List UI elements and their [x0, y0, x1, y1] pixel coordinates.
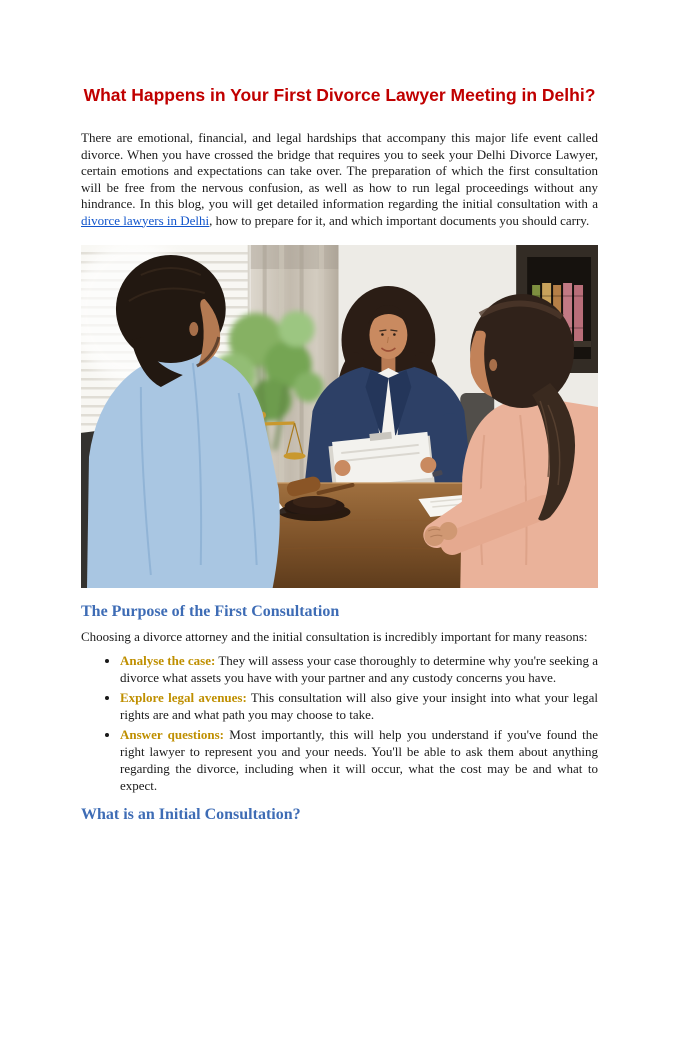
intro-paragraph: [81, 130, 598, 229]
bullet-text: This consultation will also give your insight into what your legal rights are and what path you may choose to take.: [120, 689, 599, 722]
purpose-section-heading: The Purpose of the First Consultation: [81, 603, 340, 620]
bullet-answer-questions: [120, 726, 598, 794]
intro-text-before-link: There are emotional, financial, and legal hardships that accompany this major life event called divorce. When you have crossed the bridge that requires you to seek your Delhi Divorce Lawyer, certain emotions and expectations can take over. The preparation of which the first consultation will be free from the nervous confusion, as well as how to run legal proceedings without any hindrance. In this blog, you will get detailed information regarding the initial consultation with a: [81, 130, 598, 211]
bullet-text: Most importantly, this will help you understand if you've found the right lawyer to represent you and your needs. You'll be able to ask them about anything regarding the divorce, including when it will occur, what the cost may be and what to expect.: [120, 726, 599, 793]
initial-consultation-heading: What is an Initial Consultation?: [81, 805, 301, 823]
bullet-lead: Analyse the case:: [120, 652, 216, 668]
bullet-explore-avenues: [120, 689, 598, 723]
consultation-photo-illustration: [81, 245, 598, 588]
bullet-text: They will assess your case thoroughly to determine why you're seeking a divorce what assets you have with your partner and any custody concerns you have.: [120, 652, 599, 685]
bullet-lead: Explore legal avenues:: [120, 689, 247, 705]
consultation-photo: [81, 245, 598, 588]
divorce-lawyers-link[interactable]: divorce lawyers in Delhi: [81, 212, 210, 228]
intro-text-after-link: , how to prepare for it, and which important documents you should carry.: [209, 212, 590, 228]
purpose-bullet-list: [81, 652, 598, 794]
bullet-lead: Answer questions:: [120, 726, 224, 742]
bullet-analyse-case: [120, 652, 598, 686]
document-page: [0, 86, 679, 1046]
document-content: [81, 86, 598, 824]
purpose-section-intro: Choosing a divorce attorney and the initial consultation is incredibly important for many reasons:: [81, 629, 588, 644]
page-title: What Happens in Your First Divorce Lawyer Meeting in Delhi?: [83, 85, 596, 105]
